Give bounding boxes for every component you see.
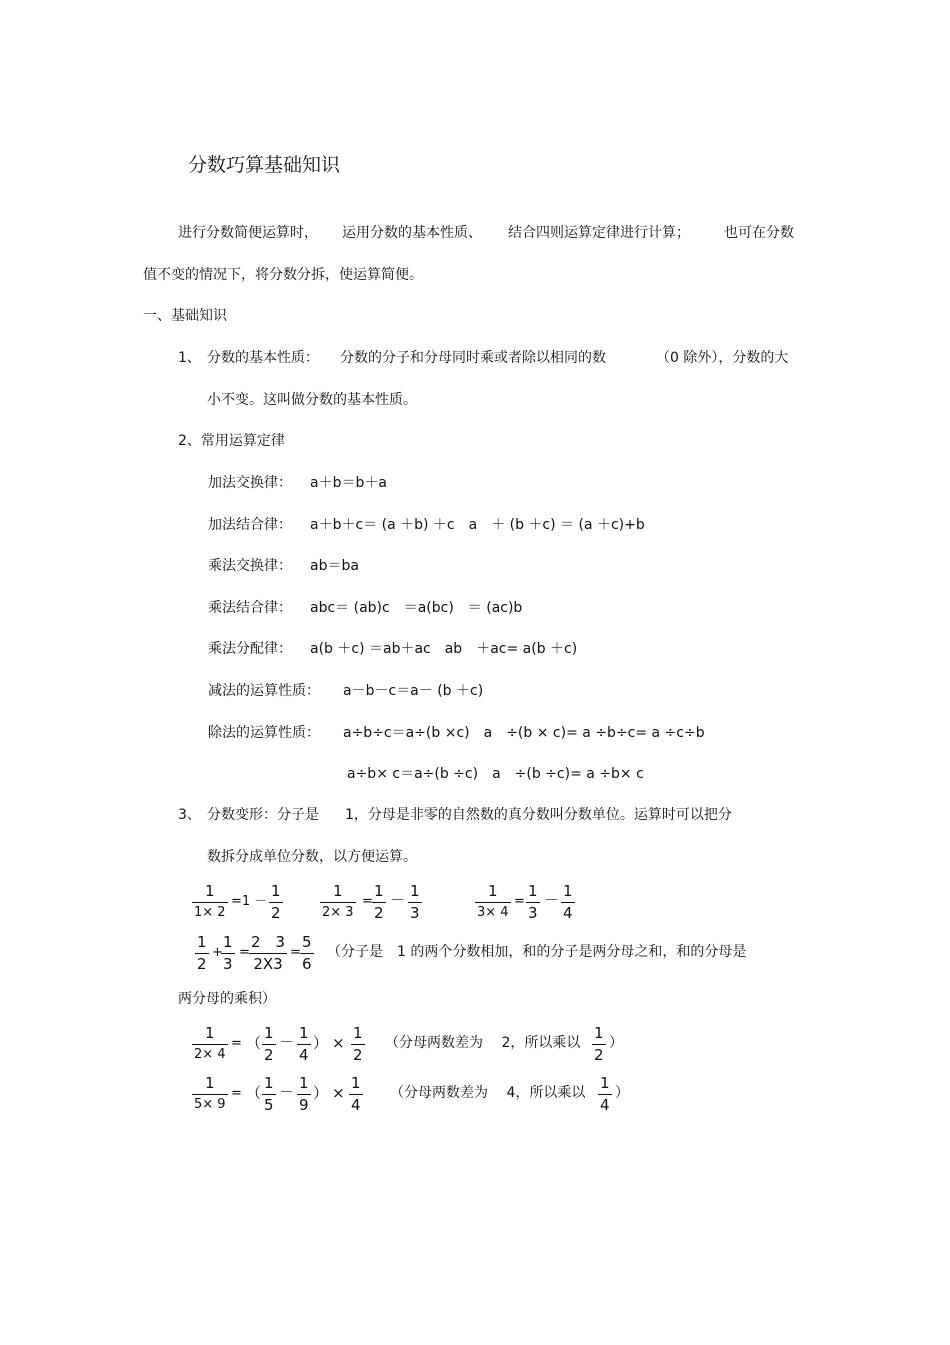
fraction: 1 4 [563,882,573,922]
item1-definition-end: （0 除外），分数的大 [656,350,789,366]
equals-sign: = [231,1086,242,1101]
law-name: 乘法分配律： [208,641,292,657]
fraction: 1 5 [264,1074,274,1114]
times-sign: × [332,1034,345,1052]
fraction: 5 6 [302,933,312,973]
law-name: 乘法交换律： [208,558,292,574]
intro-part-2: 运用分数的基本性质、 [342,225,482,241]
fraction: 1 4 [600,1074,610,1114]
intro-part-4: 也可在分数 [724,225,794,241]
left-paren: （ [246,1084,262,1102]
fraction: 1 2 [197,933,207,973]
fraction: 2 3 2X3 [251,933,286,973]
fraction: 1 2 [353,1024,363,1064]
fraction: 1 3 [410,882,420,922]
minus-sign: － [279,1033,295,1051]
item2-heading: 2、常用运算定律 [178,433,285,449]
fraction: 1 2 [264,1024,274,1064]
page-title: 分数巧算基础知识 [188,154,341,176]
equals-sign: = [362,894,373,909]
law-name: 乘法结合律： [208,600,292,616]
law-name: 加法结合律： [208,517,292,533]
equals-sign: = [231,1036,242,1051]
law-expression: a＋b＋c＝ (a ＋b) ＋c a ＋ (b ＋c) ＝ (a ＋c)+b [310,517,645,533]
equals-sign: = [239,945,250,960]
item1-definition: 分数的分子和分母同时乘或者除以相同的数 [340,350,606,366]
item3-number: 3、 [178,807,201,823]
fraction: 1 1× 2 [194,882,226,920]
fraction: 1 3 [528,882,538,922]
minus-sign: － [390,891,406,909]
right-paren: ） [313,1034,329,1052]
fraction: 1 2 [594,1024,604,1064]
fraction: 1 5× 9 [194,1074,226,1112]
law-expression: a－b－c＝a－ (b ＋c) [343,683,484,699]
fraction: 1 9 [299,1074,309,1114]
law-name: 加法交换律： [208,475,292,491]
fraction: 1 2× 4 [194,1024,226,1062]
fraction: 1 2 [271,882,281,922]
law-expression: a(b ＋c) ＝ab＋ac ab ＋ac= a(b ＋c) [310,641,578,657]
times-sign: × [332,1084,345,1102]
item1-term: 分数的基本性质： [207,350,319,366]
fraction: 1 2× 3 [322,882,354,920]
law-expression-continued: a÷b× c＝a÷(b ÷c) a ÷(b ÷c)= a ÷b× c [347,766,644,782]
sum-note-line-2: 两分母的乘积） [178,991,276,1007]
minus-sign: － [279,1083,295,1101]
fraction: 1 3 [223,933,233,973]
equals-sign: = [514,894,525,909]
equals-one-minus: =1 － [231,894,268,909]
difference-note: （分母两数差为 2，所以乘以 [385,1035,581,1051]
law-name: 除法的运算性质： [208,725,320,741]
note-close: ） [615,1085,629,1101]
plus-sign: + [212,945,223,960]
fraction: 1 4 [299,1024,309,1064]
right-paren: ） [313,1084,329,1102]
item3-line-2: 数拆分成单位分数，以方便运算。 [207,849,417,865]
law-expression: a＋b＝b＋a [310,475,387,491]
difference-note: （分母两数差为 4，所以乘以 [390,1085,586,1101]
fraction: 1 2 [374,882,384,922]
minus-sign: － [544,891,560,909]
intro-part-3: 结合四则运算定律进行计算； [508,225,690,241]
law-expression: ab＝ba [310,558,359,574]
fraction: 1 3× 4 [477,882,509,920]
item1-number: 1、 [178,350,201,366]
intro-part-1: 进行分数简便运算时， [178,225,318,241]
law-name: 减法的运算性质： [208,683,320,699]
law-expression: abc＝ (ab)c ＝a(bc) ＝ (ac)b [310,600,523,616]
item3-definition: 1，分母是非零的自然数的真分数叫分数单位。运算时可以把分 [345,807,732,823]
section-heading: 一、基础知识 [143,308,227,324]
sum-note: （分子是 1 的两个分数相加，和的分子是两分母之和，和的分母是 [327,944,747,960]
equals-sign: = [290,945,301,960]
item3-term: 分数变形：分子是 [207,807,319,823]
left-paren: （ [246,1034,262,1052]
item1-line-2: 小不变。这叫做分数的基本性质。 [207,392,417,408]
law-expression: a÷b÷c＝a÷(b ×c) a ÷(b × c)= a ÷b÷c= a ÷c÷b [343,725,705,741]
intro-line-2: 值不变的情况下，将分数分拆，使运算简便。 [143,267,423,283]
fraction: 1 4 [351,1074,361,1114]
note-close: ） [609,1035,623,1051]
